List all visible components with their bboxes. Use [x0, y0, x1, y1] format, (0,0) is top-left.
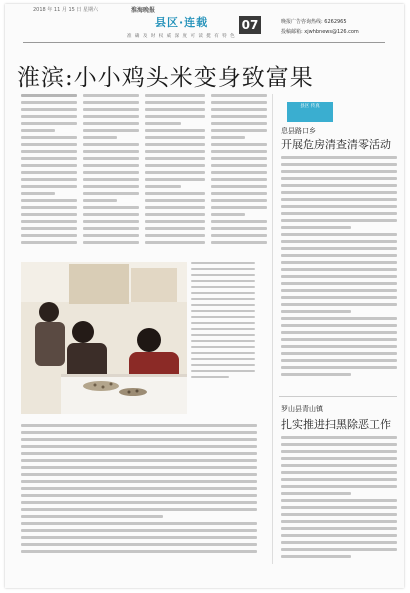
sidebar-story1-headline: 开展危房清查清零活动: [281, 138, 391, 151]
sidebar-story1-kicker: 息县路口乡: [281, 127, 316, 135]
paper-brand: 淮海晚报: [131, 7, 156, 14]
ad-hotline: 晚报广告咨询热线: 6262965: [281, 19, 347, 25]
newspaper-page: [5, 4, 404, 588]
column-separator: [272, 94, 273, 564]
sidebar-story1-body: [281, 156, 397, 388]
page-number: 07: [239, 16, 261, 34]
article-column-1: [21, 94, 77, 254]
sidebar-story2-body: [281, 436, 397, 566]
photo-women-processing-gorgon-fruit: [21, 262, 187, 414]
page-header: [5, 4, 404, 44]
sidebar-story2-kicker: 罗山县青山镇: [281, 405, 323, 413]
contact-email: 投稿邮箱: xjwhbnews@126.com: [281, 29, 359, 35]
header-rule: [23, 42, 385, 43]
issue-date: 2018 年 11 月 15 日 星期六: [33, 7, 98, 13]
article-lower-column: [21, 424, 257, 564]
article-column-3: [145, 94, 205, 254]
article-column-4: [211, 94, 267, 254]
sidebar-divider: [279, 396, 397, 397]
sidebar-badge: 县区 传真: [287, 102, 333, 122]
sidebar-story2-headline: 扎实推进扫黑除恶工作: [281, 418, 391, 431]
article-headline: 淮滨:小小鸡头米变身致富果: [17, 65, 314, 91]
section-tags: 准 确 及 时 权 威 深 度 可 读 挺 有 特 色: [127, 34, 236, 39]
article-photo: [21, 262, 187, 414]
section-title: 县区·连载: [155, 16, 209, 29]
article-column-2: [83, 94, 139, 254]
photo-caption: [191, 262, 255, 412]
